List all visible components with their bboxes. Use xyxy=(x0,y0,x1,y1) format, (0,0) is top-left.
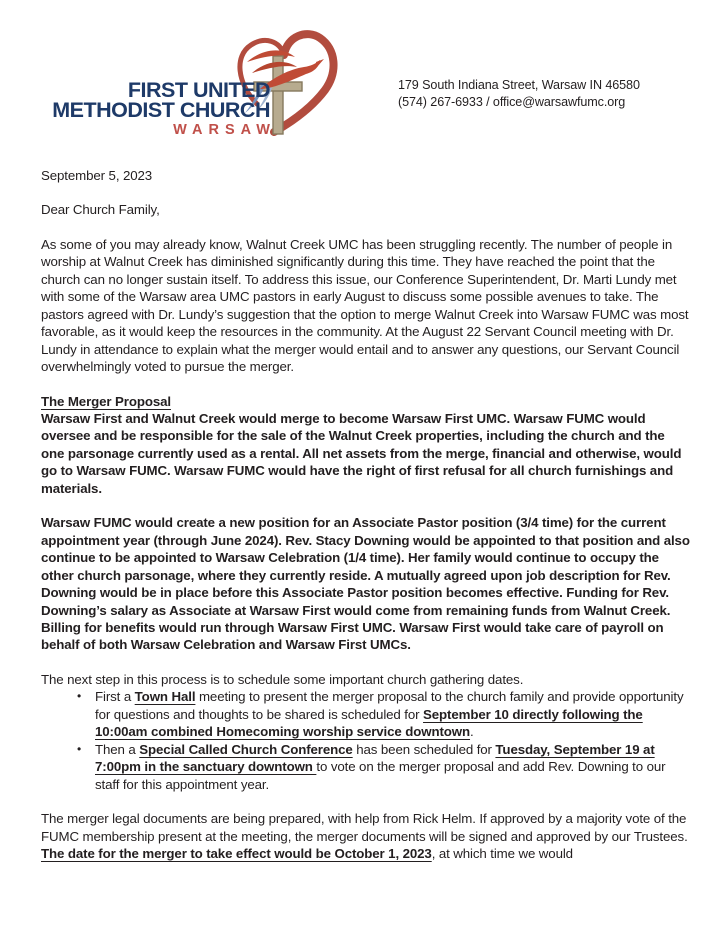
next-steps-intro: The next step in this process is to schedule some important church gathering dates. xyxy=(41,671,524,687)
gathering-dates-list xyxy=(41,688,691,793)
merger-proposal-paragraph-2: Warsaw FUMC would create a new position for an Associate Pastor position (3/4 time) for the current appointment year (through June 2024). Rev. Stacy Downing would be appointed to that position and also continue to be appointed to Warsaw Celebration (1/4 time). Her family would continue to occupy the other church parsonage, where they currently reside. A mutually agreed upon job description for Rev. Downing would be in place before this Associate Pastor position becomes effective. Funding for Rev. Downing’s salary as Associate at Warsaw First would come from remaining funds from Walnut Creek. Billing for benefits would run through Warsaw First UMC. Warsaw First would take care of payroll on behalf of both Warsaw Celebration and Warsaw First UMCs. xyxy=(41,515,690,653)
closing-run: The date for the merger to take effect would be October 1, 2023 xyxy=(41,845,432,861)
contact-phone-email: (574) 267-6933 / office@warsawfumc.org xyxy=(398,95,626,109)
merger-proposal-heading: The Merger Proposal xyxy=(41,393,171,409)
letterhead xyxy=(0,0,727,160)
bullet2-run: has been scheduled for xyxy=(352,741,496,757)
intro-paragraph: As some of you may already know, Walnut Creek UMC has been struggling recently. The number of people in worship at Walnut Creek has diminished significantly during this time. They have reached the point that the church can no longer sustain itself. To address this issue, our Conference Superintendent, Dr. Marti Lundy met with some of the Warsaw area UMC pastors in early August to discuss some possible avenues to take. The pastors agreed with Dr. Lundy’s suggestion that the option to merge Walnut Creek into Warsaw FUMC was most favorable, as it would keep the resources in the community. At the August 22 Servant Council meeting with Dr. Lundy in attendance to explain what the merger would entail and to answer any questions, our Servant Council overwhelmingly voted to pursue the merger. xyxy=(41,236,689,375)
letter-salutation: Dear Church Family, xyxy=(41,202,160,218)
closing-paragraph xyxy=(41,810,691,862)
bullet1-run: September 10 directly following the 10:00am combined Homecoming worship service downtown xyxy=(95,706,643,740)
bullet2-run: Special Called Church Conference xyxy=(139,741,353,757)
bullet2-run: Tuesday, September 19 at 7:00pm in the sanctuary downtown xyxy=(95,741,655,775)
bullet1-run: Town Hall xyxy=(134,689,196,705)
merger-proposal-section xyxy=(41,393,691,498)
church-name-city: WARSAW xyxy=(173,122,276,138)
bullet1-run: . xyxy=(470,724,474,740)
church-name-line2: METHODIST CHURCH xyxy=(52,97,270,122)
list-item xyxy=(41,688,691,740)
bullet-icon: • xyxy=(77,689,82,704)
church-name-line1: FIRST UNITED xyxy=(127,78,270,102)
closing-run: , at which time we would xyxy=(431,845,573,861)
merger-proposal-paragraph-1: Warsaw First and Walnut Creek would merge to become Warsaw First UMC. Warsaw FUMC would oversee and be responsible for the sale of the Walnut Creek properties, including the church and the one parsonage currently used as a rental. All net assets from the merge, financial and otherwise, would go to Warsaw FUMC. Warsaw FUMC would have the right of first refusal for all church furnishings and materials. xyxy=(41,410,682,496)
letter-date: September 5, 2023 xyxy=(41,168,153,183)
bullet1-run: First a xyxy=(95,689,135,705)
bullet2-run: Then a xyxy=(95,741,140,757)
closing-run: The merger legal documents are being prepared, with help from Rick Helm. If approved by a majority vote of the FUMC membership present at the meeting, the merger documents will be signed and approved by our Trustees. xyxy=(41,811,688,844)
bullet1-run: meeting to present the merger proposal to the church family and provide opportunity for questions and thoughts to be shared is scheduled for xyxy=(95,689,684,722)
letter-body xyxy=(41,167,691,879)
bullet-icon: • xyxy=(77,741,82,756)
church-name xyxy=(20,78,270,122)
bullet2-run: to vote on the merger proposal and add Rev. Downing to our staff for this appointment year. xyxy=(95,759,666,792)
contact-block xyxy=(398,77,640,111)
next-steps-section xyxy=(41,671,691,793)
list-item xyxy=(41,741,691,793)
contact-address: 179 South Indiana Street, Warsaw IN 46580 xyxy=(398,78,640,92)
